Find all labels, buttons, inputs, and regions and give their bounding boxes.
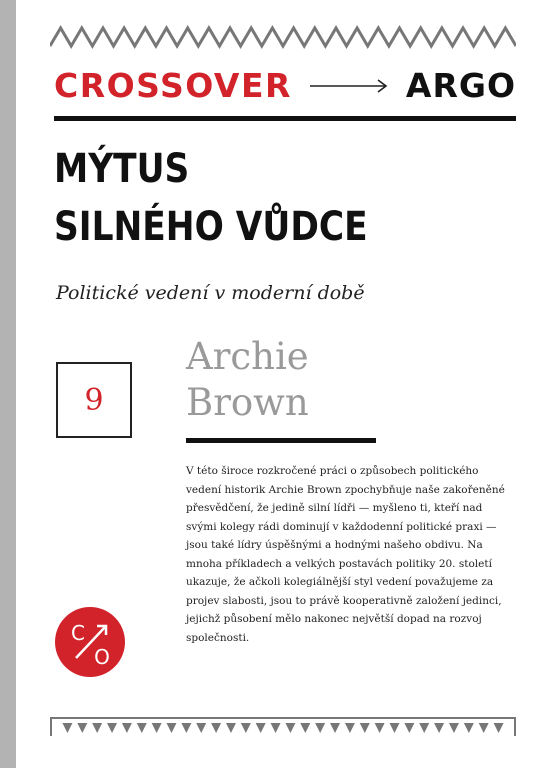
book-subtitle: Politické vedení v moderní době xyxy=(56,282,365,304)
book-title xyxy=(54,140,368,256)
author-first-name: Archie xyxy=(186,335,309,378)
volume-number: 9 xyxy=(56,362,132,438)
blurb-text: V této široce rozkročené práci o způsobech politického vedení historik Archie Brown zpochybňuje naše zakořeněné přesvědčení, že jedině silní lídři — myšleno ti, kteří nad svými kolegy rádi dominují v každodenní politické praxi — jsou také lídry úspěšnými a hodnými našeho obdivu. Na mnoha příkladech a velkých postavách politiky 20. století ukazuje, že ačkoli kolegiálnější styl vedení považujeme za projev slabosti, jsou to právě kooperativně založení jedinci, jejichž působení mělo nakonec největší dopad na rozvoj společnosti. xyxy=(186,465,505,644)
top-rule xyxy=(54,116,516,121)
bottom-ornament xyxy=(50,715,516,737)
logo-bottom-char: O xyxy=(94,645,110,669)
crossover-logo-icon xyxy=(54,606,126,678)
logo-top-char: C xyxy=(71,621,85,645)
title-line-1: MÝTUS xyxy=(54,146,190,192)
title-line-2: SILNÉHO VŮDCE xyxy=(54,204,368,250)
publisher-name: ARGO xyxy=(405,66,516,105)
author-name xyxy=(186,334,309,426)
side-strip xyxy=(0,0,16,768)
author-rule xyxy=(186,438,376,443)
arrow-right-icon xyxy=(310,76,390,96)
blurb xyxy=(186,462,512,647)
zigzag-ornament xyxy=(50,24,516,50)
author-last-name: Brown xyxy=(186,381,309,424)
series-name: CROSSOVER xyxy=(54,66,292,105)
series-header xyxy=(54,66,516,110)
